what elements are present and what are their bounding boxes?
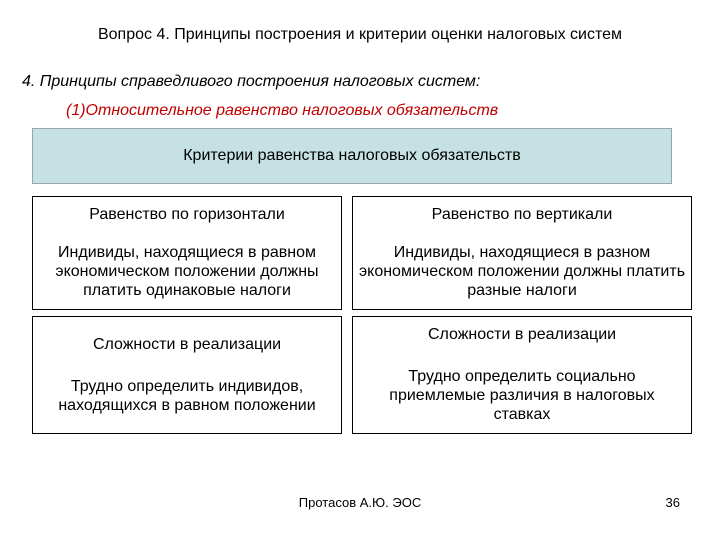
- criteria-banner: [32, 128, 672, 184]
- criteria-banner-label: Критерии равенства налоговых обязательств: [183, 147, 521, 164]
- vertical-equity-box: [352, 196, 692, 310]
- horizontal-difficulty-text: Трудно определить индивидов, находящихся в равном положении: [58, 378, 316, 414]
- vertical-difficulty-box: [352, 316, 692, 434]
- vertical-equity-text: Индивиды, находящиеся в разном экономическом положении должны платить разные налоги: [358, 244, 686, 299]
- section-heading: 4. Принципы справедливого построения налоговых систем:: [22, 73, 481, 90]
- horizontal-equity-box: [32, 196, 342, 310]
- slide-title: Вопрос 4. Принципы построения и критерии оценки налоговых систем: [97, 26, 623, 43]
- vertical-equity-heading: Равенство по вертикали: [431, 206, 613, 223]
- principle-heading: (1)Относительное равенство налоговых обязательств: [66, 102, 499, 119]
- page-number: 36: [665, 495, 680, 510]
- horizontal-difficulty-box: [32, 316, 342, 434]
- vertical-difficulty-heading: Сложности в реализации: [427, 326, 617, 343]
- horizontal-equity-text: Индивиды, находящиеся в равном экономическом положении должны платить одинаковые налоги: [55, 244, 319, 299]
- horizontal-equity-heading: Равенство по горизонтали: [89, 206, 285, 223]
- horizontal-difficulty-heading: Сложности в реализации: [92, 336, 282, 353]
- vertical-difficulty-text: Трудно определить социально приемлемые различия в налоговых ставках: [389, 368, 655, 423]
- footer-author: Протасов А.Ю. ЭОС: [298, 495, 422, 510]
